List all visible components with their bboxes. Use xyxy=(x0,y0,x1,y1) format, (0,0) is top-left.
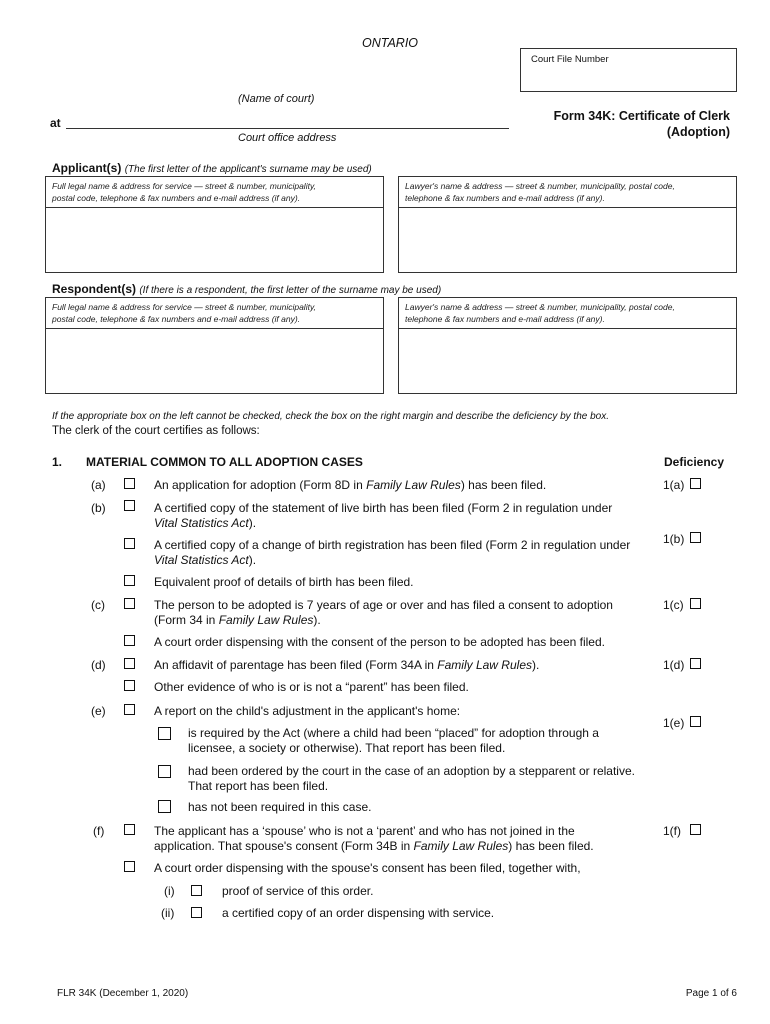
at-label: at xyxy=(50,116,61,130)
item-b-label: (b) xyxy=(91,501,106,515)
item-c1-text: The person to be adopted is 7 years of age or over and has filed a consent to adoption (Form 34 in Family Law Rules). xyxy=(154,598,613,627)
item-f2-checkbox[interactable] xyxy=(124,861,135,872)
name-of-court-label: (Name of court) xyxy=(238,93,315,105)
jurisdiction: ONTARIO xyxy=(362,36,419,50)
deficiency-d-checkbox[interactable] xyxy=(690,658,701,669)
deficiency-b-label: 1(b) xyxy=(663,532,685,546)
item-f2-text: A court order dispensing with the spouse's consent has been filed, together with, xyxy=(154,861,581,875)
deficiency-a-label: 1(a) xyxy=(663,478,685,492)
applicant-lawyer-hint-line-2: telephone & fax numbers and e-mail address (if any). xyxy=(405,193,605,203)
deficiency-a-checkbox[interactable] xyxy=(690,478,701,489)
item-fi-label: (i) xyxy=(164,884,175,898)
court-office-address-line[interactable] xyxy=(66,128,509,129)
applicants-title: Applicant(s) xyxy=(52,161,122,175)
item-e-intro: A report on the child's adjustment in the applicant's home: xyxy=(154,704,461,718)
respondent-hint-line-2: postal code, telephone & fax numbers and e-mail address (if any). xyxy=(52,314,301,324)
deficiency-e-label: 1(e) xyxy=(663,716,685,730)
item-fi-checkbox[interactable] xyxy=(191,885,202,896)
item-fii-label: (ii) xyxy=(161,906,175,920)
form-title xyxy=(520,108,730,140)
applicant-lawyer-field[interactable] xyxy=(398,207,737,273)
respondents-heading xyxy=(52,282,441,296)
item-c-label: (c) xyxy=(91,598,105,612)
item-e-label: (e) xyxy=(91,704,106,718)
item-b3-checkbox[interactable] xyxy=(124,575,135,586)
item-b2-text: A certified copy of a change of birth registration has been filed (Form 2 in regulation under Vital Statistics Act). xyxy=(154,538,631,567)
deficiency-d-label: 1(d) xyxy=(663,658,685,672)
item-d1-checkbox[interactable] xyxy=(124,658,135,669)
respondent-lawyer-field[interactable] xyxy=(398,328,737,394)
deficiency-c-checkbox[interactable] xyxy=(690,598,701,609)
respondent-lawyer-hint-line-2: telephone & fax numbers and e-mail address (if any). xyxy=(405,314,605,324)
deficiency-b-checkbox[interactable] xyxy=(690,532,701,543)
item-c2-text: A court order dispensing with the consent of the person to be adopted has been filed. xyxy=(154,635,605,649)
item-b3-text: Equivalent proof of details of birth has been filed. xyxy=(154,575,414,589)
form-title-line-2: (Adoption) xyxy=(666,125,730,139)
respondents-note: (If there is a respondent, the first letter of the surname may be used) xyxy=(139,285,442,296)
item-e1-checkbox[interactable] xyxy=(158,727,171,740)
item-d1-text: An affidavit of parentage has been filed (Form 34A in Family Law Rules). xyxy=(154,658,540,672)
applicant-hint-line-2: postal code, telephone & fax numbers and e-mail address (if any). xyxy=(52,193,301,203)
item-d2-text: Other evidence of who is or is not a “parent” has been filed. xyxy=(154,680,469,694)
deficiency-c-label: 1(c) xyxy=(663,598,684,612)
form-id: FLR 34K (December 1, 2020) xyxy=(57,988,189,999)
applicant-lawyer-hint xyxy=(398,176,737,208)
item-a-label: (a) xyxy=(91,478,106,492)
item-a-checkbox[interactable] xyxy=(124,478,135,489)
respondent-info-hint xyxy=(45,297,384,329)
applicant-info-hint xyxy=(45,176,384,208)
court-file-number-label: Court File Number xyxy=(531,54,609,65)
item-e3-text: has not been required in this case. xyxy=(188,800,372,814)
respondent-lawyer-hint-line-1: Lawyer's name & address — street & number, municipality, postal code, xyxy=(405,302,675,312)
applicant-lawyer-hint-line-1: Lawyer's name & address — street & number, municipality, postal code, xyxy=(405,181,675,191)
applicants-note: (The first letter of the applicant's surname may be used) xyxy=(124,164,372,175)
item-e2-checkbox[interactable] xyxy=(158,765,171,778)
applicant-info-field[interactable] xyxy=(45,207,384,273)
item-e-checkbox[interactable] xyxy=(124,704,135,715)
item-f-label: (f) xyxy=(93,824,105,838)
certifies-text: The clerk of the court certifies as follows: xyxy=(52,425,260,437)
respondent-info-field[interactable] xyxy=(45,328,384,394)
respondents-title: Respondent(s) xyxy=(52,282,136,296)
deficiency-heading: Deficiency xyxy=(664,455,725,469)
item-e1-text: is required by the Act (where a child had been “placed” for adoption through a licensee, a society or otherwise). That report has been filed. xyxy=(188,726,599,755)
respondent-lawyer-hint xyxy=(398,297,737,329)
deficiency-f-checkbox[interactable] xyxy=(690,824,701,835)
item-a-text: An application for adoption (Form 8D in Family Law Rules) has been filed. xyxy=(154,478,547,492)
item-fii-checkbox[interactable] xyxy=(191,907,202,918)
item-e3-checkbox[interactable] xyxy=(158,800,171,813)
item-f1-checkbox[interactable] xyxy=(124,824,135,835)
item-d2-checkbox[interactable] xyxy=(124,680,135,691)
deficiency-f-label: 1(f) xyxy=(663,824,681,838)
court-file-number-field[interactable] xyxy=(520,48,737,92)
applicant-hint-line-1: Full legal name & address for service — street & number, municipality, xyxy=(52,181,316,191)
item-fii-text: a certified copy of an order dispensing with service. xyxy=(222,906,495,920)
page-number: Page 1 of 6 xyxy=(685,988,737,999)
instruction-text: If the appropriate box on the left cannot be checked, check the box on the right margin and describe the deficiency by the box. xyxy=(52,411,610,422)
item-b1-checkbox[interactable] xyxy=(124,500,135,511)
item-f1-text: The applicant has a ‘spouse’ who is not a ‘parent’ and who has not joined in the application. That spouse's consent (Form 34B in Family Law Rules) has been filed. xyxy=(154,824,594,853)
item-b1-text: A certified copy of the statement of live birth has been filed (Form 2 in regulation under Vital Statistics Act). xyxy=(154,501,613,530)
item-e2-text: had been ordered by the court in the case of an adoption by a stepparent or relative. That report has been filed. xyxy=(188,764,635,793)
item-fi-text: proof of service of this order. xyxy=(222,884,374,898)
item-d-label: (d) xyxy=(91,658,106,672)
respondent-hint-line-1: Full legal name & address for service — street & number, municipality, xyxy=(52,302,316,312)
item-b2-checkbox[interactable] xyxy=(124,538,135,549)
section-title: MATERIAL COMMON TO ALL ADOPTION CASES xyxy=(86,455,363,469)
item-c2-checkbox[interactable] xyxy=(124,635,135,646)
court-office-address-label: Court office address xyxy=(238,132,337,144)
section-number: 1. xyxy=(52,455,63,469)
form-title-line-1: Form 34K: Certificate of Clerk xyxy=(553,109,730,123)
deficiency-e-checkbox[interactable] xyxy=(690,716,701,727)
item-c1-checkbox[interactable] xyxy=(124,598,135,609)
applicants-heading xyxy=(52,161,372,175)
